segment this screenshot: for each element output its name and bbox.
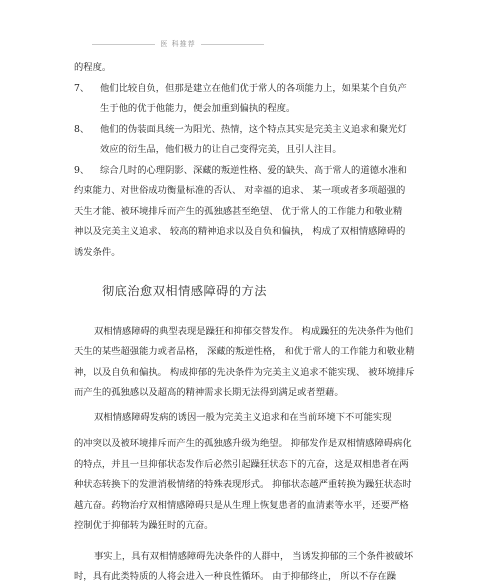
text-line: 事实上，具有双相情感障碍先决条件的人群中， 当诱发抑郁的三个条件被破坏 [94,550,414,562]
text-line: 天生的某些超强能力或者品格， 深藏的叛逆性格， 和优于常人的工作能力和敬业精 [74,346,415,357]
list-number: 8、 [74,123,90,135]
text-line: 双相情感障碍发病的诱因一般为完美主义追求和在当前环境下不可能实现 [94,411,392,423]
text-line: 的特点，并且一旦抑郁状态发作后必然引起躁狂状态下的亢奋，这是双相患者在两 [74,458,409,470]
text-line: 诱发条件。 [74,246,121,258]
list-number: 9、 [74,164,90,176]
header-text: 医 科推荐 [160,40,196,48]
text-line: 控制优于抑郁转为躁狂时的亢奋。 [74,520,214,531]
text-line: 神，以及自负和偏执。 构成抑郁的先决条件为完美主义追求不能实现、 被环境排斥 [74,366,415,378]
header-rule-right [201,44,264,45]
text-line: 的程度。 [74,62,112,73]
page-header [92,37,264,51]
text-line: 种状态转换下的发泄消极情绪的特殊表现形式。 抑郁状态越严重转换为躁狂状态时 [74,479,412,490]
header-rule-left [92,44,155,45]
section-title: 彻底治愈双相情感障碍的方法 [102,284,267,298]
text-line: 他们比较自负，但那是建立在他们优于常人的各项能力上，如果某个自负产 [100,82,407,94]
text-line: 时，具有此类特质的人将会进入一种良性循环。 由于抑郁终止， 所以不存在躁 [74,571,397,582]
text-line: 天生才能、被环境排斥而产生的孤独感甚至绝望、 优于常人的工作能力和敬业精 [74,205,403,217]
list-item-9 [74,161,430,182]
text-line: 效应的衍生品，他们极力的让自己变得完美，且引人注目。 [100,144,342,155]
document-body [74,58,430,588]
text-line: 他们的伪装面具统一为阳光、热情，这个特点其实是完美主义追求和聚光灯 [100,123,407,135]
text-line: 综合几时的心理阴影、深藏的叛逆性格、爱的缺失、高于常人的道德水准和 [100,164,407,176]
text-line: 神以及完美主义追求、 较高的精神追求以及自负和偏执， 构成了双相情感障碍的 [74,226,406,237]
text-line: 越亢奋。药物治疗双相情感障碍只是从生理上恢复患者的血清素等水平，还要严格 [74,499,409,511]
list-item-8 [74,120,430,141]
list-number: 7、 [74,82,90,94]
text-line: 约束能力、对世俗成功衡量标准的否认、 对幸福的追求、 某一项或者多项超强的 [74,185,406,196]
text-line: 而产生的孤独感以及超高的精神需求长期无法得到满足或者塑藉。 [74,387,344,398]
text-line: 的冲突以及被环境排斥而产生的孤独感升级为绝望。 抑郁发作是双相情感障碍病化 [74,438,412,449]
list-item-7 [74,79,430,100]
text-line: 双相情感障碍的典型表现是躁狂和抑郁交替发作。 构成躁狂的先决条件为他们 [94,325,414,337]
text-line: 生于他的优于他能力，便会加重到偏执的程度。 [100,103,296,114]
